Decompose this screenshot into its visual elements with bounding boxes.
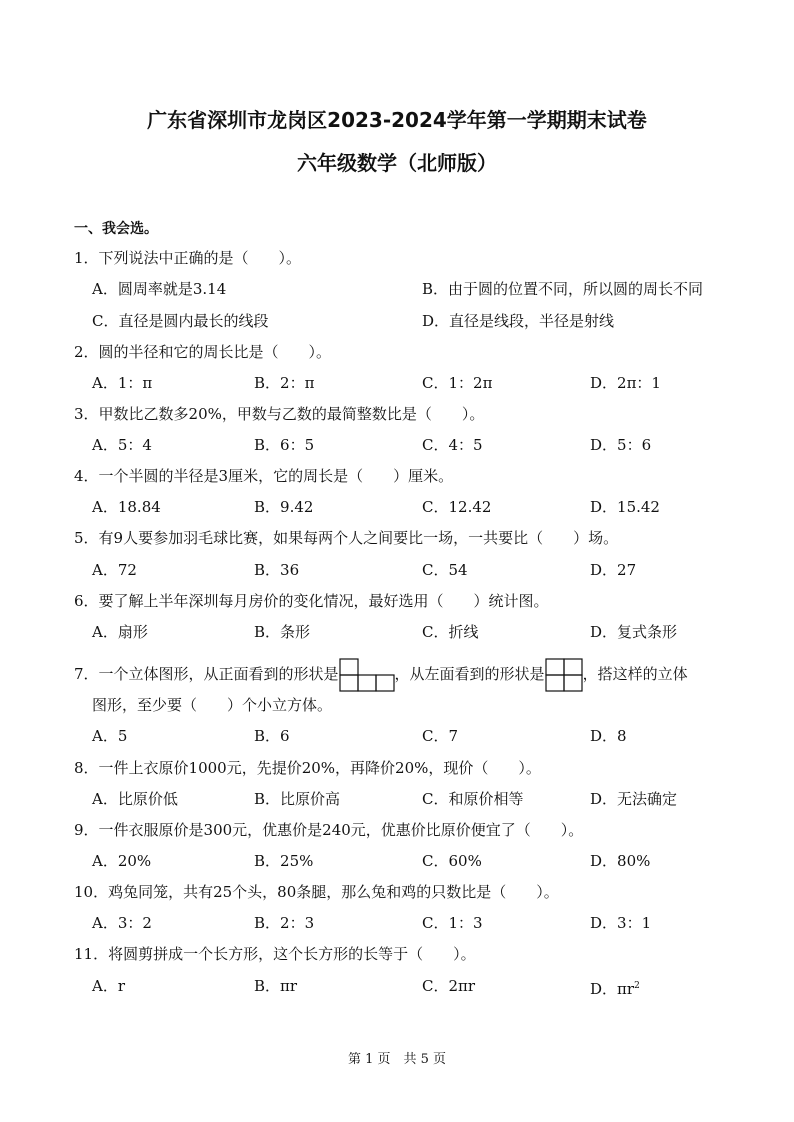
q3-option-d: D．5：6 [590, 436, 652, 454]
q10-option-a: A．3：2 [92, 914, 152, 932]
q8-option-b: B．比原价高 [254, 790, 341, 808]
question-10-stem: 10．鸡兔同笼，共有25个头，80条腿，那么兔和鸡的只数比是（ ）。 [74, 883, 559, 901]
q11-option-a: A．r [92, 977, 126, 995]
q4-option-c: C．12.42 [422, 498, 492, 516]
page-subtitle: 六年级数学（北师版） [297, 151, 497, 175]
q2-option-b: B．2：π [254, 374, 315, 392]
question-8-stem: 8．一件上衣原价1000元，先提价20%，再降价20%，现价（ ）。 [74, 759, 541, 777]
q7-stem-part3: ，搭这样的立体 [582, 665, 688, 683]
q7-stem-part1: 7．一个立体图形，从正面看到的形状是 [74, 665, 339, 683]
q7-option-c: C．7 [422, 727, 459, 745]
question-11-stem: 11．将圆剪拼成一个长方形，这个长方形的长等于（ ）。 [74, 945, 476, 963]
q1-option-b: B．由于圆的位置不同，所以圆的周长不同 [422, 280, 704, 298]
page-footer: 第 1 页 共 5 页 [347, 1052, 447, 1067]
front-view-figure [339, 658, 395, 692]
q1-option-d: D．直径是线段，半径是射线 [422, 312, 615, 330]
question-6-stem: 6．要了解上半年深圳每月房价的变化情况，最好选用（ ）统计图。 [74, 592, 549, 610]
q7-stem-line2: 图形，至少要（ ）个小立方体。 [92, 696, 333, 714]
q5-option-a: A．72 [92, 561, 137, 579]
q2-option-c: C．1：2π [422, 374, 493, 392]
q7-option-d: D．8 [590, 727, 627, 745]
question-5-stem: 5．有9人要参加羽毛球比赛，如果每两个人之间要比一场，一共要比（ ）场。 [74, 529, 619, 547]
q5-option-d: D．27 [590, 561, 637, 579]
q7-option-b: B．6 [254, 727, 290, 745]
q10-option-c: C．1：3 [422, 914, 483, 932]
q1-option-c: C．直径是圆内最长的线段 [92, 312, 269, 330]
question-9-stem: 9．一件衣服原价是300元，优惠价是240元，优惠价比原价便宜了（ ）。 [74, 821, 584, 839]
q4-option-d: D．15.42 [590, 498, 660, 516]
q8-option-d: D．无法确定 [590, 790, 678, 808]
section-heading: 一、我会选。 [74, 221, 158, 237]
q6-option-d: D．复式条形 [590, 623, 678, 641]
q9-option-b: B．25% [254, 852, 314, 870]
question-1-stem: 1．下列说法中正确的是（ ）。 [74, 249, 302, 267]
q10-option-b: B．2：3 [254, 914, 315, 932]
page-title: 广东省深圳市龙岗区2023-2024学年第一学期期末试卷 [147, 108, 647, 132]
q9-option-d: D．80% [590, 852, 651, 870]
q6-option-c: C．折线 [422, 623, 479, 641]
q4-option-a: A．18.84 [92, 498, 161, 516]
q6-option-b: B．条形 [254, 623, 311, 641]
q7-option-a: A．5 [92, 727, 128, 745]
question-4-stem: 4．一个半圆的半径是3厘米，它的周长是（ ）厘米。 [74, 467, 454, 485]
q7-stem-part2: ，从左面看到的形状是 [394, 665, 545, 683]
q8-option-c: C．和原价相等 [422, 790, 524, 808]
q11-option-d-exponent: 2 [634, 981, 640, 991]
q1-option-a: A．圆周率就是3.14 [92, 280, 227, 298]
question-7-stem [74, 658, 688, 692]
q3-option-c: C．4：5 [422, 436, 483, 454]
question-2-stem: 2．圆的半径和它的周长比是（ ）。 [74, 343, 332, 361]
q9-option-c: C．60% [422, 852, 482, 870]
q11-option-d [590, 976, 640, 999]
question-3-stem: 3．甲数比乙数多20%，甲数与乙数的最简整数比是（ ）。 [74, 405, 485, 423]
q2-option-d: D．2π：1 [590, 374, 661, 392]
q3-option-a: A．5：4 [92, 436, 152, 454]
q2-option-a: A．1：π [92, 374, 153, 392]
q3-option-b: B．6：5 [254, 436, 315, 454]
q5-option-b: B．36 [254, 561, 300, 579]
q9-option-a: A．20% [92, 852, 152, 870]
q6-option-a: A．扇形 [92, 623, 148, 641]
q11-option-d-text: D．πr [590, 980, 635, 998]
left-view-figure [545, 658, 583, 692]
q5-option-c: C．54 [422, 561, 468, 579]
q4-option-b: B．9.42 [254, 498, 314, 516]
q11-option-b: B．πr [254, 977, 298, 995]
q11-option-c: C．2πr [422, 977, 476, 995]
q10-option-d: D．3：1 [590, 914, 652, 932]
q8-option-a: A．比原价低 [92, 790, 178, 808]
